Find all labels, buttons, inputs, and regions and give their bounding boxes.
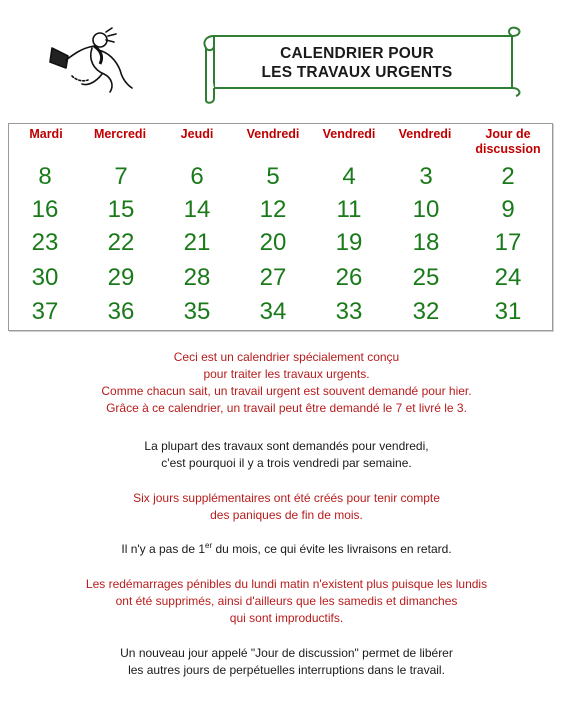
calendar-day-number: 8 — [38, 163, 52, 190]
paragraph-6 — [0, 645, 573, 679]
title-line-1: CALENDRIER POUR — [280, 45, 434, 62]
paragraph-6-line: Un nouveau jour appelé "Jour de discussion" permet de libérer — [120, 646, 453, 660]
calendar-day-number: 7 — [114, 163, 128, 190]
day-header-jeudi: Jeudi — [180, 127, 214, 141]
paragraph-5-line: qui sont improductifs. — [229, 611, 344, 625]
paragraph-5 — [0, 576, 573, 627]
day-header-vendredi-3: Vendredi — [398, 127, 452, 141]
calendar-day-number: 26 — [335, 264, 363, 291]
calendar-day-number: 25 — [412, 264, 440, 291]
paragraph-1 — [0, 349, 573, 417]
calendar-day-number: 9 — [501, 196, 515, 223]
paragraph-3 — [0, 490, 573, 524]
calendar-day-number: 18 — [412, 229, 440, 256]
calendar-day-number: 10 — [412, 196, 440, 223]
calendar-day-number: 20 — [259, 229, 287, 256]
paragraph-4-text-after: du mois, ce qui évite les livraisons en retard. — [212, 542, 452, 556]
calendar-day-number: 19 — [335, 229, 363, 256]
running-businessman-clipart-icon — [42, 26, 138, 98]
calendar-day-number: 32 — [412, 298, 440, 325]
calendar-day-number: 28 — [183, 264, 211, 291]
day-header-vendredi-1: Vendredi — [246, 127, 300, 141]
calendar-day-number: 35 — [183, 298, 211, 325]
paragraph-1-line: Grâce à ce calendrier, un travail peut être demandé le 7 et livré le 3. — [106, 401, 467, 415]
title-line-2: LES TRAVAUX URGENTS — [261, 64, 453, 81]
calendar-day-number: 37 — [31, 298, 59, 325]
day-header-jour-de-discussion — [458, 127, 558, 157]
day-header-mardi: Mardi — [29, 127, 63, 141]
calendar-day-number: 24 — [494, 264, 522, 291]
paragraph-2-line: La plupart des travaux sont demandés pour vendredi, — [144, 439, 429, 453]
calendar-day-number: 27 — [259, 264, 287, 291]
paragraph-1-line: pour traiter les travaux urgents. — [203, 367, 370, 381]
paragraph-4-text-before: Il n'y a pas de 1 — [121, 542, 206, 556]
calendar-day-number: 2 — [501, 163, 515, 190]
paragraph-6-line: les autres jours de perpétuelles interruptions dans le travail. — [128, 663, 445, 677]
calendar-day-number: 34 — [259, 298, 287, 325]
calendar-day-number: 15 — [107, 196, 135, 223]
calendar-day-number: 6 — [190, 163, 204, 190]
day-header-mercredi: Mercredi — [93, 127, 147, 141]
paragraph-5-line: Les redémarrages pénibles du lundi matin n'existent plus puisque les lundis — [85, 577, 488, 591]
calendar-day-number: 22 — [107, 229, 135, 256]
calendar-day-number: 23 — [31, 229, 59, 256]
paragraph-3-line: des paniques de fin de mois. — [210, 508, 363, 522]
day-header-jour-de-discussion-label: Jour de discussion — [475, 127, 541, 156]
calendar-day-number: 16 — [31, 196, 59, 223]
calendar-day-number: 14 — [183, 196, 211, 223]
paragraph-4 — [0, 541, 573, 558]
calendar-day-number: 29 — [107, 264, 135, 291]
calendar-day-number: 21 — [183, 229, 211, 256]
calendar-day-number: 4 — [342, 163, 356, 190]
paragraph-5-line: ont été supprimés, ainsi d'ailleurs que les samedis et dimanches — [115, 594, 458, 608]
calendar-day-number: 17 — [494, 229, 522, 256]
calendar-day-number: 31 — [494, 298, 522, 325]
calendar-day-number: 30 — [31, 264, 59, 291]
paragraph-2 — [0, 438, 573, 472]
calendar-day-number: 5 — [266, 163, 280, 190]
calendar-day-number: 3 — [419, 163, 433, 190]
paragraph-3-line: Six jours supplémentaires ont été créés pour tenir compte — [133, 491, 440, 505]
paragraph-1-line: Comme chacun sait, un travail urgent est souvent demandé pour hier. — [101, 384, 472, 398]
calendar-day-number: 11 — [336, 196, 362, 223]
paragraph-4-superscript: er — [205, 541, 213, 550]
page-title — [226, 44, 488, 82]
calendar-day-number: 33 — [335, 298, 363, 325]
calendar-day-number: 36 — [107, 298, 135, 325]
paragraph-2-line: c'est pourquoi il y a trois vendredi par semaine. — [161, 456, 412, 470]
paragraph-1-line: Ceci est un calendrier spécialement conçu — [173, 350, 400, 364]
calendar-day-number: 12 — [259, 196, 287, 223]
day-header-vendredi-2: Vendredi — [322, 127, 376, 141]
